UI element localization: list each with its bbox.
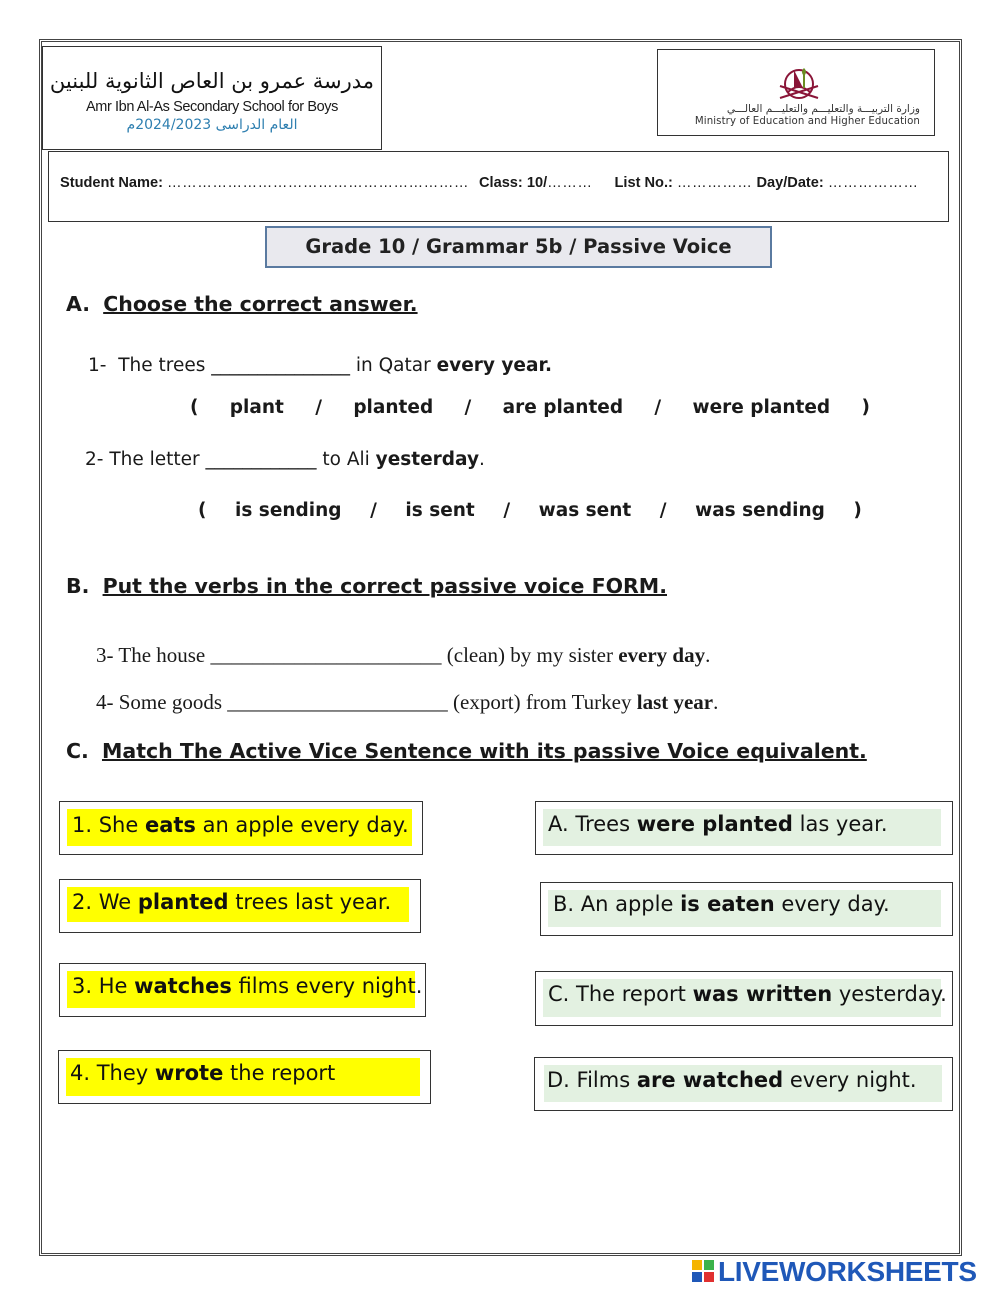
paren-open: ( — [190, 397, 199, 418]
passive-sentence-b-box[interactable] — [540, 882, 953, 936]
question-4-bold: last year — [636, 690, 714, 714]
question-1-bold: every year. — [436, 355, 552, 376]
section-c-heading — [66, 739, 867, 763]
passive-sentence-c: C. The report was written yesterday. — [548, 982, 947, 1006]
question-2-bold: yesterday — [375, 449, 480, 470]
paren-close: ) — [853, 500, 862, 521]
option-separator: / — [464, 397, 472, 418]
passive-sentence-c-box[interactable] — [535, 971, 953, 1026]
question-4 — [96, 690, 718, 715]
question-1-options — [190, 397, 870, 418]
liveworksheets-icon — [692, 1260, 714, 1282]
active-sentence-3-box[interactable] — [59, 963, 426, 1017]
active-sentence-2-box[interactable] — [59, 879, 421, 933]
student-info-line — [60, 175, 918, 191]
question-3-end: . — [705, 643, 711, 667]
option-planted[interactable]: planted — [353, 397, 434, 418]
question-1 — [88, 355, 552, 376]
student-info-box — [48, 151, 949, 222]
student-name-field[interactable]: …………………………………………………… — [167, 175, 469, 191]
question-2-options — [198, 500, 862, 521]
school-header — [42, 46, 382, 150]
liveworksheets-logo[interactable] — [694, 1256, 977, 1288]
list-no-label: List No.: — [614, 175, 673, 191]
passive-sentence-a: A. Trees were planted las year. — [548, 812, 888, 836]
section-c-letter: C. — [66, 739, 89, 763]
school-name-arabic: مدرسة عمرو بن العاص الثانوية للبنين — [49, 69, 375, 93]
question-4-end: . — [713, 690, 719, 714]
worksheet-title: Grade 10 / Grammar 5b / Passive Voice — [265, 226, 772, 268]
qatar-emblem-icon — [774, 62, 824, 106]
ministry-name-english: Ministry of Education and Higher Education — [694, 116, 920, 127]
student-name-label: Student Name: — [60, 175, 163, 191]
academic-year: العام الدراسى 2024/2023م — [126, 117, 298, 133]
day-date-field[interactable]: ……………… — [827, 175, 919, 191]
option-separator: / — [654, 397, 662, 418]
logo-text: LIVEWORKSHEETS — [718, 1256, 977, 1287]
section-b-title: Put the verbs in the correct passive voice FORM. — [102, 574, 667, 598]
section-a-title: Choose the correct answer. — [103, 292, 418, 316]
section-a-heading — [66, 292, 418, 316]
passive-sentence-a-box[interactable] — [535, 801, 953, 855]
section-b-heading — [66, 574, 667, 598]
class-label: Class: 10/ — [478, 175, 548, 191]
passive-sentence-d: D. Films are watched every night. — [547, 1068, 917, 1092]
school-name-english: Amr Ibn Al-As Secondary School for Boys — [86, 99, 338, 115]
question-1-text: 1- The trees _______________ in Qatar — [88, 355, 437, 376]
passive-sentence-b: B. An apple is eaten every day. — [553, 892, 890, 916]
option-is-sending[interactable]: is sending — [235, 500, 342, 521]
option-separator: / — [659, 500, 667, 521]
active-sentence-2: 2. We planted trees last year. — [72, 890, 392, 914]
active-sentence-1: 1. She eats an apple every day. — [72, 813, 409, 837]
option-separator: / — [315, 397, 322, 418]
question-2-text: 2- The letter ____________ to Ali — [85, 449, 376, 470]
section-a-letter: A. — [66, 292, 91, 316]
section-c-title: Match The Active Vice Sentence with its passive Voice equivalent. — [101, 739, 867, 763]
option-plant[interactable]: plant — [229, 397, 284, 418]
option-was-sent[interactable]: was sent — [538, 500, 632, 521]
question-4-text: 4- Some goods _____________________ (export) from Turkey — [96, 690, 637, 714]
option-separator: / — [503, 500, 511, 521]
question-3-bold: every day — [618, 643, 706, 667]
active-sentence-1-box[interactable] — [59, 801, 423, 855]
class-field[interactable]: ……… — [547, 175, 593, 191]
day-date-label: Day/Date: — [756, 175, 824, 191]
passive-sentence-d-box[interactable] — [534, 1057, 953, 1111]
active-sentence-4: 4. They wrote the report — [70, 1061, 336, 1085]
question-3-text: 3- The house ______________________ (clean) by my sister — [96, 643, 619, 667]
paren-close: ) — [861, 397, 870, 418]
option-is-sent[interactable]: is sent — [405, 500, 475, 521]
active-sentence-4-box[interactable] — [58, 1050, 431, 1104]
paren-open: ( — [198, 500, 207, 521]
option-were-planted[interactable]: were planted — [692, 397, 831, 418]
section-b-letter: B. — [66, 574, 90, 598]
question-2-end: . — [479, 449, 485, 470]
ministry-name-arabic: وزارة التربيـــة والتعليـــم والتعليـــم العالـــي — [726, 103, 920, 115]
option-was-sending[interactable]: was sending — [695, 500, 825, 521]
option-separator: / — [370, 500, 377, 521]
active-sentence-3: 3. He watches films every night. — [72, 974, 423, 998]
option-are-planted[interactable]: are planted — [502, 397, 624, 418]
ministry-logo-box — [657, 49, 935, 136]
question-2 — [85, 449, 485, 470]
question-3 — [96, 643, 710, 668]
list-no-field[interactable]: …………… — [676, 175, 753, 191]
